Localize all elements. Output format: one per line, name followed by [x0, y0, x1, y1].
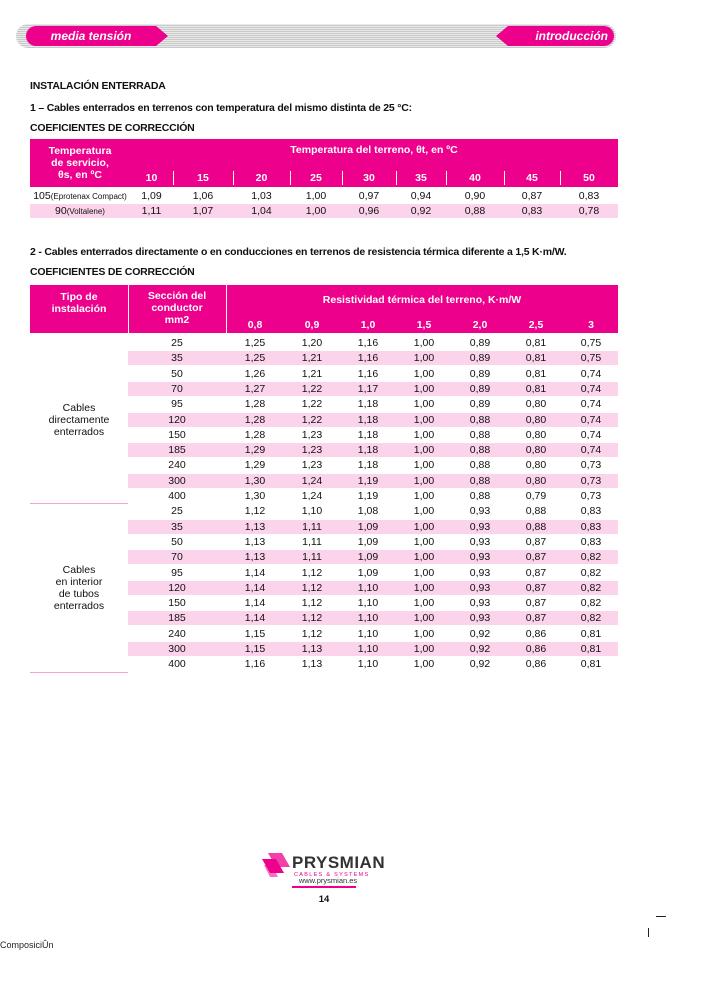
table-cell: 1,00: [413, 413, 435, 426]
table-cell: 0,92: [469, 643, 491, 655]
table-cell: 0,73: [580, 490, 602, 502]
header-line: conductor: [151, 302, 203, 314]
header-line: instalación: [51, 303, 107, 315]
header-line: mm2: [164, 314, 190, 326]
table-cell: 1,08: [357, 505, 379, 518]
table-cell: 1,00: [413, 566, 435, 579]
table-cell: 0,87: [525, 581, 547, 594]
table-cell: 1,17: [357, 382, 379, 395]
table-cell: 0,92: [469, 658, 491, 671]
table-cell: 1,15: [244, 643, 266, 655]
table-cell: 0,93: [469, 581, 491, 594]
table-cell: 1,28: [244, 398, 266, 411]
table-cell: 1,22: [301, 398, 323, 411]
table-cell: 0,82: [580, 581, 602, 594]
column-header: 25: [290, 171, 342, 185]
table-cell: 1,09: [357, 535, 379, 548]
header-line: Sección del: [147, 290, 207, 302]
table-cell: 0,87: [525, 612, 547, 625]
table-cell: 1,10: [301, 505, 323, 518]
section-title: INSTALACIÓN ENTERRADA: [30, 80, 166, 92]
row-header: [30, 141, 130, 185]
group-label-line: de tubos: [58, 588, 100, 601]
section-cell: 400: [168, 490, 186, 502]
table-cell: 1,12: [244, 505, 266, 518]
section-cell: 300: [168, 474, 186, 487]
table-cell: 0,83: [578, 190, 600, 202]
table-cell: 1,23: [301, 444, 323, 457]
table-cell: 1,18: [357, 459, 379, 472]
table-cell: 0,81: [525, 367, 547, 380]
section-cell: 35: [171, 352, 183, 365]
table-cell: 1,00: [413, 581, 435, 594]
table-cell: 1,10: [357, 658, 379, 671]
table-cell: 0,88: [469, 444, 491, 457]
section-cell: 50: [171, 535, 183, 548]
table-cell: 1,10: [357, 597, 379, 610]
table-cell: 1,00: [413, 612, 435, 625]
group-label-line: en interior: [55, 576, 103, 589]
section1-subtitle: 1 – Cables enterrados en terrenos con temperatura del mismo distinta de 25 °C:: [30, 102, 412, 114]
table-cell: 0,81: [580, 627, 602, 640]
table-cell: 1,30: [244, 490, 266, 502]
table-cell: 1,00: [305, 205, 327, 217]
column-header: 2,5: [508, 318, 564, 332]
table-cell: 0,80: [525, 428, 547, 441]
table-cell: 1,27: [244, 382, 266, 395]
column-header: 40: [446, 171, 504, 185]
row-label-value: 105: [33, 190, 51, 202]
table-cell: 0,74: [580, 367, 602, 380]
table-cell: 0,80: [525, 459, 547, 472]
group-divider: [30, 672, 128, 673]
table-cell: 1,28: [244, 413, 266, 426]
group-label-line: Cables: [62, 402, 96, 415]
table-cell: 0,81: [525, 352, 547, 365]
section-cell: 400: [168, 658, 186, 671]
table-cell: 1,13: [244, 535, 266, 548]
table-cell: 1,11: [141, 205, 162, 217]
row-label: [30, 189, 130, 203]
table-cell: 0,75: [580, 352, 602, 365]
group-label-line: enterrados: [53, 426, 105, 439]
column-separator: [446, 171, 447, 185]
column-header: 35: [396, 171, 446, 185]
table-cell: 1,18: [357, 398, 379, 411]
table-cell: 1,12: [301, 612, 323, 625]
table-cell: 1,03: [251, 190, 272, 202]
table-cell: 1,00: [413, 658, 435, 671]
section-cell: 70: [171, 551, 183, 564]
table-cell: 0,73: [580, 459, 602, 472]
table-cell: 1,00: [413, 337, 435, 349]
section-cell: 120: [168, 581, 186, 594]
table-cell: 0,83: [521, 205, 543, 217]
column-header: 10: [130, 171, 173, 185]
table-cell: 1,19: [357, 490, 379, 502]
table-cell: 1,12: [301, 627, 323, 640]
footer-divider: [292, 886, 356, 888]
table-cell: 0,88: [469, 413, 491, 426]
table-cell: 0,89: [469, 352, 491, 365]
table-cell: 1,28: [244, 428, 266, 441]
table-cell: 0,88: [464, 205, 486, 217]
section-cell: 95: [171, 398, 183, 411]
row-header-line: de servicio,: [51, 157, 109, 169]
table-cell: 0,79: [525, 490, 547, 502]
header-line: Tipo de: [60, 291, 98, 303]
composition-label: ComposiciÛn: [0, 940, 54, 950]
group-label-line: enterrados: [53, 600, 105, 613]
table-cell: 1,21: [301, 367, 323, 380]
table-cell: 1,29: [244, 444, 266, 457]
section-cell: 300: [168, 643, 186, 655]
section-cell: 240: [168, 627, 186, 640]
table-cell: 1,09: [141, 190, 162, 202]
table-cell: 0,93: [469, 597, 491, 610]
table-cell: 0,86: [525, 658, 547, 671]
table-cell: 1,00: [305, 190, 327, 202]
table-cell: 1,25: [244, 352, 266, 365]
section-cell: 50: [171, 367, 183, 380]
column-separator: [128, 285, 129, 333]
section2-subtitle: 2 - Cables enterrados directamente o en conducciones en terrenos de resistencia térmica diferente a 1,5 K·m/W.: [30, 246, 567, 258]
table-cell: 0,89: [469, 398, 491, 411]
table-cell: 0,89: [469, 382, 491, 395]
table-cell: 1,12: [301, 566, 323, 579]
table-cell: 0,74: [580, 428, 602, 441]
table-cell: 1,00: [413, 490, 435, 502]
table-cell: 1,30: [244, 474, 266, 487]
table-cell: 1,16: [357, 337, 379, 349]
table-cell: 1,00: [413, 459, 435, 472]
column-header: 1,0: [340, 318, 396, 332]
table-cell: 1,12: [301, 581, 323, 594]
table-cell: 1,24: [301, 490, 323, 502]
section1-coef-label: COEFICIENTES DE CORRECCIÓN: [30, 122, 195, 134]
table-cell: 0,88: [525, 505, 547, 518]
table-cell: 1,13: [244, 551, 266, 564]
table-cell: 0,82: [580, 612, 602, 625]
column-header: 20: [233, 171, 290, 185]
table-cell: 0,83: [580, 535, 602, 548]
table-cell: 1,00: [413, 643, 435, 655]
column-separator: [504, 171, 505, 185]
table-cell: 0,93: [469, 566, 491, 579]
column-header: 50: [560, 171, 618, 185]
table-cell: 0,83: [580, 505, 602, 518]
table-cell: 1,00: [413, 367, 435, 380]
column-group-header: Resistividad térmica del terreno, K·m/W: [226, 293, 618, 307]
table-cell: 1,20: [301, 337, 323, 349]
group-label-line: Cables: [62, 564, 96, 577]
installation-type-label: [30, 504, 128, 672]
prysmian-logo-icon: [262, 853, 294, 879]
table-cell: 0,75: [580, 337, 602, 349]
column-group-header: Temperatura del terreno, θt, en ºC: [130, 143, 618, 157]
section-cell: 150: [168, 597, 186, 610]
table-cell: 1,00: [413, 597, 435, 610]
table-cell: 0,92: [410, 205, 432, 217]
table-cell: 0,82: [580, 597, 602, 610]
table-cell: 0,88: [469, 490, 491, 502]
table-cell: 0,87: [525, 597, 547, 610]
column-separator: [173, 171, 174, 185]
table-cell: 1,09: [357, 520, 379, 533]
table-cell: 0,94: [410, 190, 432, 202]
table-cell: 1,23: [301, 428, 323, 441]
table-cell: 1,14: [244, 612, 266, 625]
table-cell: 1,00: [413, 535, 435, 548]
table-cell: 1,00: [413, 428, 435, 441]
table-cell: 1,18: [357, 413, 379, 426]
table-cell: 0,83: [580, 520, 602, 533]
column-header: 0,9: [284, 318, 340, 332]
installation-type-label: [30, 336, 128, 504]
table-cell: 0,81: [580, 658, 602, 671]
table-cell: 1,00: [413, 444, 435, 457]
table-cell: 0,81: [525, 382, 547, 395]
table-cell: 1,13: [301, 643, 323, 655]
table-cell: 1,04: [251, 205, 272, 217]
table-cell: 0,93: [469, 612, 491, 625]
column-separator: [396, 171, 397, 185]
table-cell: 0,82: [580, 566, 602, 579]
crop-mark: [656, 916, 666, 917]
table-cell: 0,93: [469, 505, 491, 518]
section-cell: 25: [171, 337, 183, 349]
column-separator: [342, 171, 343, 185]
table-cell: 0,93: [469, 535, 491, 548]
table-cell: 1,00: [413, 398, 435, 411]
table-cell: 0,88: [525, 520, 547, 533]
table-cell: 0,86: [525, 627, 547, 640]
column-header: 45: [504, 171, 560, 185]
table-cell: 0,81: [580, 643, 602, 655]
table-cell: 1,00: [413, 520, 435, 533]
column-header: 15: [173, 171, 233, 185]
table-cell: 1,14: [244, 566, 266, 579]
table-cell: 0,93: [469, 520, 491, 533]
table-cell: 0,87: [525, 535, 547, 548]
table-cell: 1,25: [244, 337, 266, 349]
table-cell: 1,21: [301, 352, 323, 365]
column-separator: [226, 285, 227, 333]
table-cell: 0,74: [580, 444, 602, 457]
column-header: 0,8: [226, 318, 284, 332]
table-cell: 1,00: [413, 505, 435, 518]
table-cell: 1,29: [244, 459, 266, 472]
table-cell: 0,89: [469, 337, 491, 349]
table-cell: 0,80: [525, 444, 547, 457]
table-cell: 1,00: [413, 382, 435, 395]
install-type-header: [30, 287, 128, 319]
table-cell: 0,82: [580, 551, 602, 564]
table-cell: 1,11: [302, 520, 322, 533]
column-separator: [290, 171, 291, 185]
row-label-note: (Voltalene): [66, 206, 105, 216]
table-cell: 1,00: [413, 627, 435, 640]
table-cell: 0,96: [358, 205, 380, 217]
section-header: [128, 287, 226, 329]
brand-tagline: CABLES & SYSTEMS: [294, 872, 370, 878]
table-cell: 1,18: [357, 428, 379, 441]
column-header: 2,0: [452, 318, 508, 332]
table-cell: 0,87: [525, 566, 547, 579]
table-cell: 0,87: [525, 551, 547, 564]
table-cell: 1,09: [357, 566, 379, 579]
table-cell: 1,10: [357, 627, 379, 640]
table-cell: 0,74: [580, 413, 602, 426]
table-cell: 1,16: [357, 352, 379, 365]
table-cell: 0,80: [525, 474, 547, 487]
table-cell: 1,09: [357, 551, 379, 564]
section-cell: 70: [171, 382, 183, 395]
table-cell: 0,80: [525, 398, 547, 411]
section-cell: 35: [171, 520, 183, 533]
table-cell: 1,14: [244, 581, 266, 594]
table-cell: 1,16: [244, 658, 266, 671]
section-cell: 240: [168, 459, 186, 472]
table-cell: 0,86: [525, 643, 547, 655]
row-header-line: θs, en ºC: [58, 169, 102, 181]
brand-name: PRYSMIAN: [292, 853, 386, 872]
table-cell: 1,22: [301, 382, 323, 395]
table-cell: 1,10: [357, 612, 379, 625]
crop-mark: [648, 928, 649, 937]
table-cell: 0,97: [358, 190, 380, 202]
table-cell: 1,13: [244, 520, 266, 533]
column-header: 3: [564, 318, 618, 332]
table-cell: 1,11: [302, 551, 322, 564]
table-cell: 0,92: [469, 627, 491, 640]
section-cell: 95: [171, 566, 183, 579]
row-label-value: 90: [55, 205, 67, 217]
row-label-note: (Eprotenax Compact): [50, 191, 127, 201]
column-separator: [560, 171, 561, 185]
table-cell: 1,18: [357, 444, 379, 457]
section-cell: 185: [168, 444, 186, 457]
table-cell: 1,06: [192, 190, 214, 202]
table-cell: 1,00: [413, 474, 435, 487]
table-cell: 1,00: [413, 551, 435, 564]
header-right-label: introducción técnica: [535, 29, 608, 63]
table-cell: 1,07: [192, 205, 214, 217]
section-cell: 25: [171, 505, 183, 518]
table-cell: 1,11: [302, 535, 322, 548]
table-cell: 1,12: [301, 597, 323, 610]
table-cell: 1,00: [413, 352, 435, 365]
section-cell: 150: [168, 428, 186, 441]
table-cell: 1,24: [301, 474, 323, 487]
section2-coef-label: COEFICIENTES DE CORRECCIÓN: [30, 266, 195, 278]
table-cell: 0,90: [464, 190, 486, 202]
table-cell: 0,74: [580, 398, 602, 411]
table-cell: 1,19: [357, 474, 379, 487]
table-cell: 0,80: [525, 413, 547, 426]
header-left-label: media tensión: [50, 29, 132, 43]
table-cell: 1,14: [244, 597, 266, 610]
group-label-line: directamente: [48, 414, 110, 427]
table-cell: 1,16: [357, 367, 379, 380]
page-number: 14: [318, 894, 330, 905]
table-cell: 0,78: [578, 205, 600, 217]
table-cell: 0,88: [469, 428, 491, 441]
table-cell: 1,10: [357, 643, 379, 655]
website-link[interactable]: www.prysmian.es: [298, 876, 358, 885]
column-header: 1,5: [396, 318, 452, 332]
table-cell: 0,88: [469, 474, 491, 487]
table-cell: 0,89: [469, 367, 491, 380]
table-cell: 1,13: [301, 658, 323, 671]
section-cell: 185: [168, 612, 186, 625]
table-cell: 0,81: [525, 337, 547, 349]
table-cell: 1,15: [244, 627, 266, 640]
row-header-line: Temperatura: [48, 145, 112, 157]
table-cell: 0,87: [521, 190, 543, 202]
table-cell: 1,10: [357, 581, 379, 594]
table-cell: 0,93: [469, 551, 491, 564]
table-cell: 0,88: [469, 459, 491, 472]
table-cell: 0,73: [580, 474, 602, 487]
column-separator: [233, 171, 234, 185]
row-label: [30, 204, 130, 218]
table-cell: 1,26: [244, 367, 266, 380]
table-cell: 1,23: [301, 459, 323, 472]
section-cell: 120: [168, 413, 186, 426]
table-cell: 0,74: [580, 382, 602, 395]
column-header: 30: [342, 171, 396, 185]
table-cell: 1,22: [301, 413, 323, 426]
